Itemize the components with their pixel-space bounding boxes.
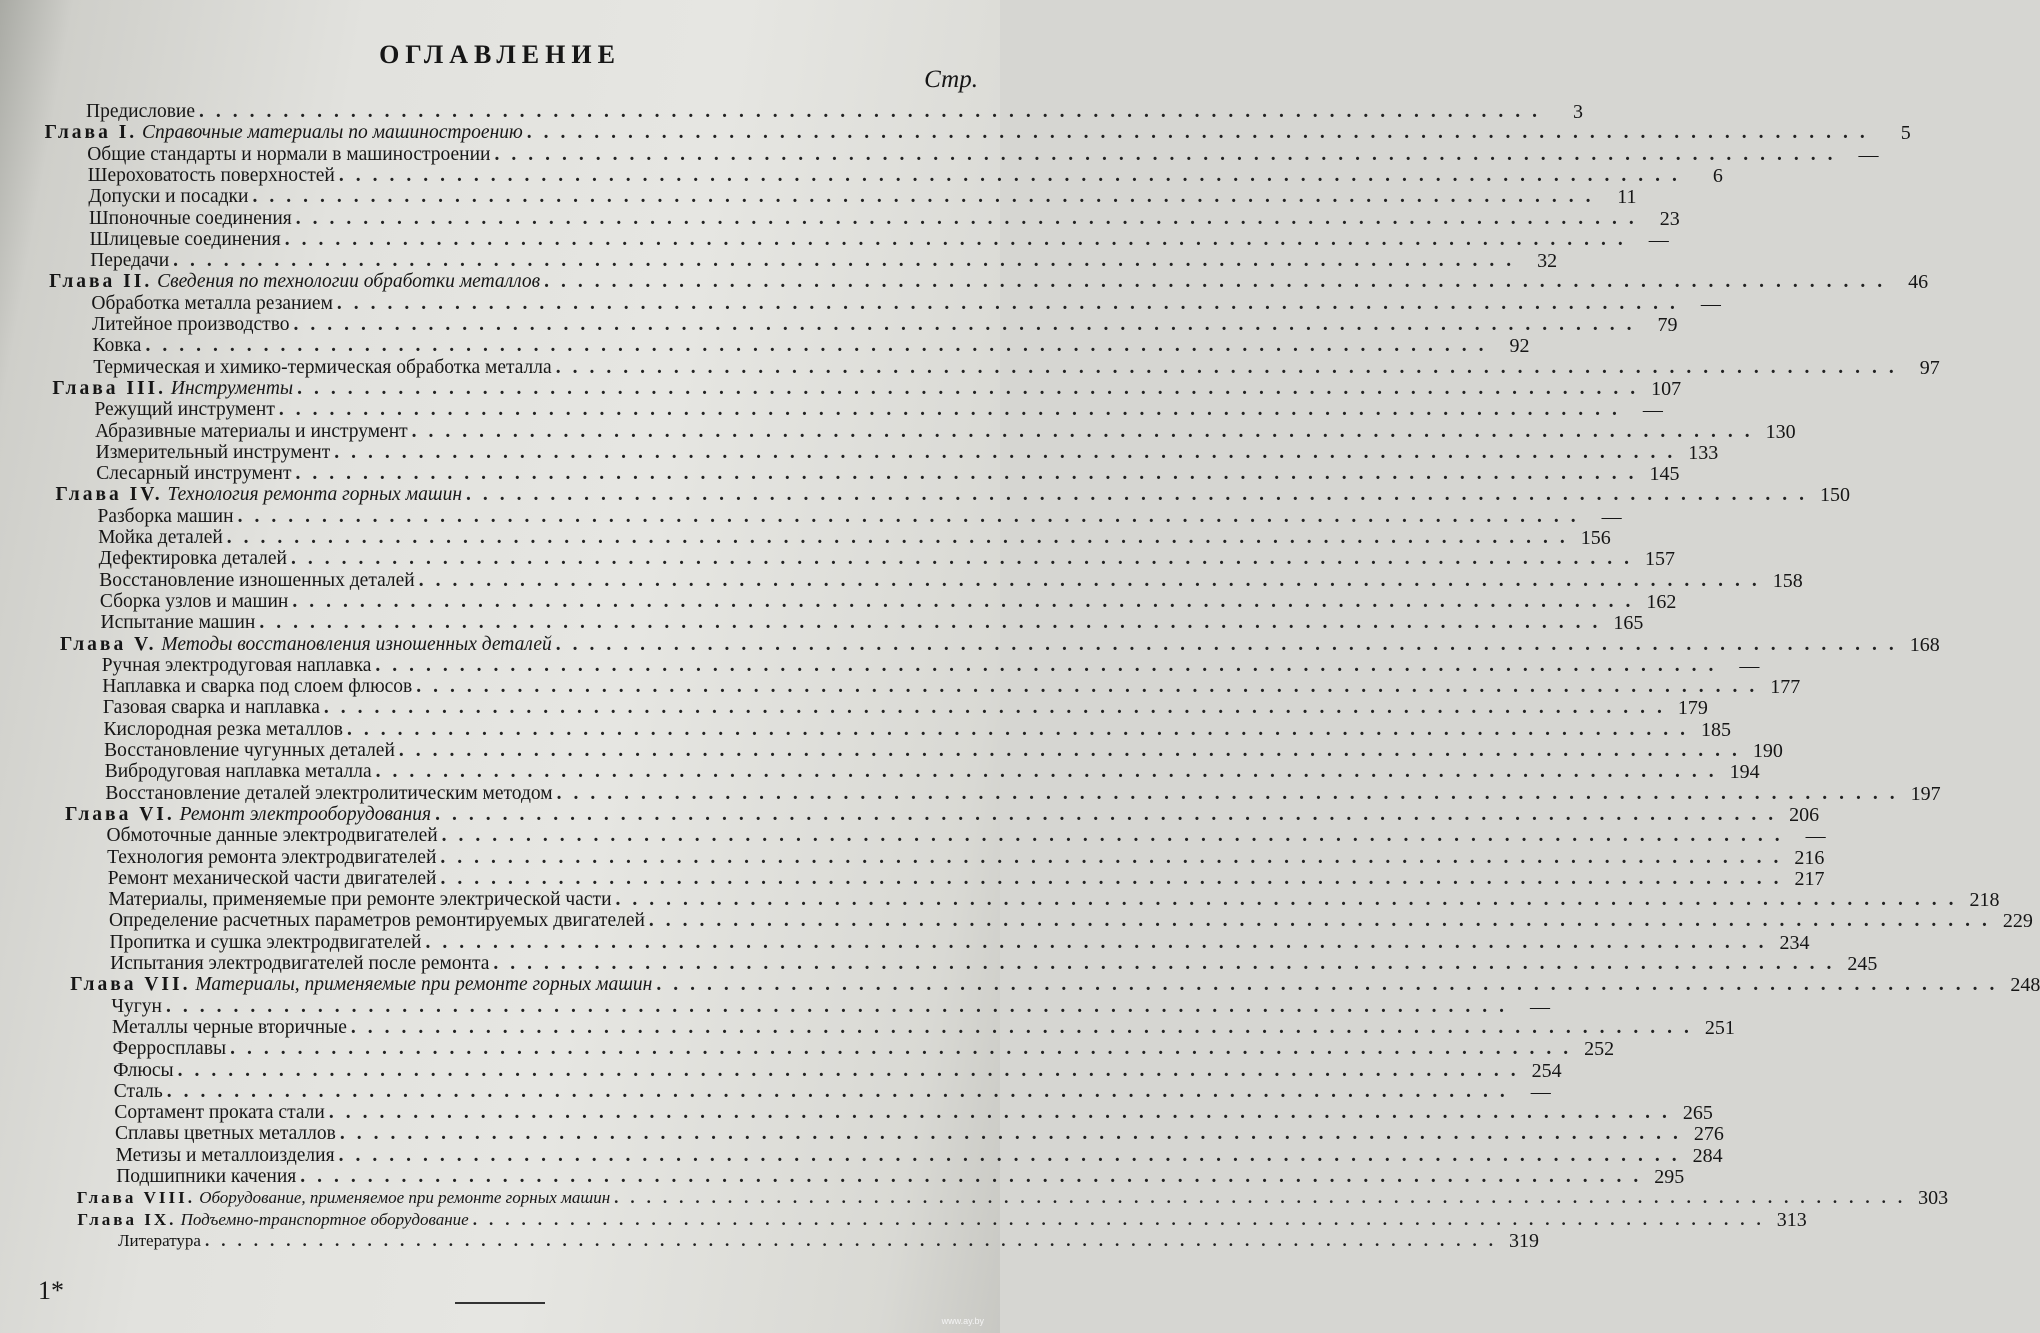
toc-entry-label: [96, 463, 291, 485]
toc-entry-label: [116, 1145, 335, 1167]
toc-entry-label: [77, 1187, 610, 1209]
toc-entry-label: [49, 271, 540, 293]
section-title: Сборка узлов и машин: [99, 590, 289, 612]
toc-entry-label: [114, 1081, 163, 1103]
chapter-title: Методы восстановления изношенных деталей: [161, 633, 552, 655]
section-title: Металлы черные вторичные: [111, 1016, 347, 1038]
dot-leader: ................................................................................: [328, 1102, 1679, 1124]
dot-leader: ................................................................................: [435, 803, 1786, 825]
section-title: Шероховатость поверхностей: [87, 164, 335, 186]
toc-section-row: [93, 356, 1940, 379]
toc-entry-label: [102, 676, 412, 698]
dot-leader: ................................................................................: [259, 612, 1610, 634]
toc-entry-label: [91, 293, 333, 315]
page-number: 107: [1651, 377, 1682, 400]
section-title: Восстановление чугунных деталей: [104, 740, 395, 761]
page-number: 185: [1700, 718, 1731, 741]
page-number: —: [1529, 995, 1550, 1018]
toc-entry-label: [115, 1123, 336, 1145]
page-number: —: [1739, 654, 1760, 677]
toc-entry-label: [113, 1060, 174, 1082]
page-column-heading: Стр.: [924, 66, 978, 93]
dot-leader: ................................................................................: [555, 356, 1906, 378]
toc-chapter-row: [60, 633, 1940, 656]
page-number: 168: [1909, 633, 1940, 656]
toc-chapter-row: [70, 974, 2040, 997]
page-number: 46: [1908, 271, 1929, 294]
page-number: 206: [1789, 803, 1820, 826]
section-title: Абразивные материалы и инструмент: [95, 420, 408, 442]
dot-leader: ................................................................................: [466, 484, 1817, 506]
section-title: Технология ремонта электродвигателей: [107, 846, 437, 868]
page-number: 92: [1509, 335, 1530, 358]
toc-entry-label: [56, 484, 462, 506]
section-title: Шлицевые соединения: [89, 228, 281, 250]
section-title: Сортамент проката стали: [114, 1102, 325, 1124]
page-number: 79: [1657, 314, 1678, 336]
toc-section-row: [110, 953, 1878, 975]
toc-section-row: [94, 399, 1663, 422]
section-title: Допуски и посадки: [88, 186, 249, 208]
dot-leader: ................................................................................: [252, 186, 1603, 208]
toc-entry-label: [109, 910, 645, 932]
dot-leader: ................................................................................: [544, 271, 1895, 293]
section-title: Материалы, применяемые при ремонте электрической части: [108, 889, 612, 911]
toc-entry-label: [93, 335, 142, 357]
chapter-number: Глава IV.: [55, 484, 163, 506]
section-title: Ковка: [92, 335, 142, 357]
section-title: Обмоточные данные электродвигателей: [106, 825, 438, 847]
toc-section-row: [98, 527, 1611, 549]
section-title: Общие стандарты и нормали в машиностроении: [87, 143, 491, 165]
page-number: 179: [1677, 697, 1708, 720]
section-title: Вибродуговая наплавка металла: [104, 761, 372, 783]
toc-entry-label: [113, 1038, 227, 1060]
chapter-title: Материалы, применяемые при ремонте горных машин: [195, 974, 653, 996]
toc-section-row: [113, 1080, 1551, 1103]
section-title: Шпоночные соединения: [89, 207, 292, 229]
toc-entry-label: [96, 442, 331, 464]
section-title: Литература: [118, 1230, 201, 1250]
page-number: 157: [1644, 548, 1675, 571]
chapter-title: Технология ремонта горных машин: [167, 484, 463, 506]
toc-section-row: [108, 910, 2033, 933]
section-title: Ферросплавы: [112, 1038, 227, 1060]
page-number: 156: [1580, 527, 1611, 549]
page-number: 254: [1531, 1059, 1562, 1082]
toc-section-row: [114, 1102, 1713, 1125]
toc-section-row: [98, 548, 1675, 571]
toc-entry-label: [108, 868, 437, 890]
toc-entry-label: [77, 1209, 468, 1231]
page-number: 130: [1765, 420, 1796, 443]
page-number: 313: [1776, 1208, 1807, 1231]
dot-leader: ................................................................................: [656, 974, 2007, 996]
toc-entry-label: [118, 1230, 201, 1252]
toc-section-row: [87, 164, 1723, 187]
toc-entry-label: [99, 570, 414, 592]
dot-leader: ................................................................................: [346, 718, 1697, 740]
toc-chapter-row: [76, 1187, 1949, 1210]
dot-leader: ................................................................................: [204, 1230, 1505, 1250]
toc-chapter-row: [49, 271, 1929, 294]
page-number: 162: [1646, 590, 1677, 613]
dot-leader: ................................................................................: [472, 1209, 1773, 1229]
page-number: —: [1601, 505, 1622, 528]
section-title: Предисловие: [86, 101, 196, 122]
dot-leader: ................................................................................: [323, 697, 1674, 719]
page-number: 319: [1508, 1229, 1539, 1252]
chapter-number: Глава II.: [49, 271, 153, 293]
page-number: 234: [1779, 931, 1810, 954]
toc-entry-label: [102, 655, 372, 677]
toc-section-row: [102, 697, 1708, 720]
toc-entry-label: [90, 250, 169, 272]
chapter-title: Сведения по технологии обработки металлов: [157, 271, 541, 293]
chapter-number: Глава IX.: [77, 1209, 177, 1229]
toc-entry-label: [52, 378, 293, 400]
toc-section-row: [99, 569, 1803, 592]
section-title: Восстановление деталей электролитическим методом: [105, 782, 553, 804]
dot-leader: ................................................................................: [336, 292, 1687, 314]
dot-leader: ................................................................................: [418, 569, 1769, 591]
toc-section-row: [87, 143, 1879, 166]
toc-section-row: [104, 740, 1783, 762]
toc-section-row: [88, 186, 1637, 209]
toc-entry-label: [108, 889, 611, 911]
dot-leader: ................................................................................: [440, 846, 1791, 868]
toc-section-row: [89, 207, 1680, 230]
page-number: 295: [1654, 1166, 1685, 1188]
toc-section-row: [101, 654, 1760, 677]
toc-entry-label: [60, 634, 552, 656]
page-number: 177: [1770, 676, 1801, 699]
toc-entry-label: [100, 612, 255, 634]
dot-leader: ................................................................................: [177, 1059, 1528, 1081]
toc-section-row: [95, 441, 1719, 464]
toc-entry-label: [89, 208, 292, 230]
section-title: Режущий инструмент: [94, 399, 275, 421]
dot-leader: ................................................................................: [648, 910, 1999, 932]
toc-section-row: [107, 846, 1825, 869]
dot-leader: ................................................................................: [165, 995, 1516, 1017]
dot-leader: ................................................................................: [290, 548, 1641, 570]
chapter-number: Глава V.: [60, 633, 157, 655]
toc-entry-label: [94, 399, 274, 421]
toc-entry-label: [110, 953, 489, 975]
dot-leader: ................................................................................: [441, 825, 1792, 847]
section-title: Мойка деталей: [98, 527, 223, 548]
page-number: 218: [1969, 889, 2000, 912]
dot-leader: ................................................................................: [284, 228, 1635, 250]
toc-chapter-row: [44, 122, 1911, 145]
toc-section-row: [116, 1166, 1685, 1188]
dot-leader: ................................................................................: [350, 1016, 1701, 1038]
page-number: 145: [1649, 463, 1680, 486]
section-title: Литейное производство: [92, 314, 290, 335]
page-number: 265: [1682, 1102, 1713, 1125]
page-number: 276: [1693, 1123, 1724, 1146]
section-title: Пропитка и сушка электродвигателей: [109, 931, 422, 953]
toc-chapter-row: [77, 1208, 1807, 1231]
section-title: Слесарный инструмент: [96, 463, 292, 485]
page-title: ОГЛАВЛЕНИЕ: [379, 40, 621, 69]
toc-section-row: [108, 889, 2000, 912]
toc-section-row: [113, 1059, 1562, 1082]
toc-entry-label: [105, 783, 552, 805]
dot-leader: ................................................................................: [334, 441, 1685, 463]
section-title: Передачи: [90, 250, 170, 272]
toc-entry-label: [99, 548, 287, 570]
section-title: Испытания электродвигателей после ремонта: [110, 953, 490, 974]
toc-section-row: [118, 1229, 1539, 1252]
page-number: 303: [1918, 1187, 1949, 1210]
toc-chapter-row: [52, 377, 1682, 400]
section-title: Сталь: [113, 1080, 163, 1102]
toc-section-row: [90, 250, 1558, 273]
dot-leader: ................................................................................: [398, 740, 1749, 761]
page-number: 251: [1704, 1016, 1735, 1039]
page-number: —: [1700, 292, 1721, 315]
section-title: Флюсы: [113, 1059, 174, 1081]
dot-leader: ................................................................................: [293, 314, 1644, 335]
dot-leader: ................................................................................: [300, 1166, 1651, 1187]
dot-leader: ................................................................................: [295, 207, 1646, 229]
dot-leader: ................................................................................: [493, 953, 1844, 974]
page-number: —: [1648, 228, 1669, 251]
page-number: —: [1805, 825, 1826, 848]
chapter-number: Глава VIII.: [76, 1188, 195, 1208]
toc-section-row: [111, 995, 1550, 1018]
toc-section-row: [95, 420, 1796, 443]
toc-section-row: [99, 590, 1677, 613]
sheet-signature: 1*: [38, 1276, 64, 1305]
dot-leader: ................................................................................: [237, 505, 1588, 527]
toc-entry-label: [104, 719, 343, 741]
section-title: Испытание машин: [100, 612, 256, 634]
chapter-number: Глава III.: [52, 377, 167, 399]
dot-leader: ................................................................................: [338, 164, 1689, 186]
dot-leader: ................................................................................: [230, 1038, 1581, 1060]
page-number: 3: [1573, 101, 1584, 123]
chapter-title: Оборудование, применяемое при ремонте горных машин: [199, 1188, 611, 1208]
toc-section-row: [100, 612, 1644, 635]
toc-section-row: [111, 1016, 1735, 1039]
toc-entry-label: [86, 101, 195, 123]
dot-leader: ................................................................................: [338, 1144, 1689, 1166]
dot-leader: ................................................................................: [226, 527, 1577, 548]
page-number: 32: [1537, 250, 1558, 273]
section-title: Газовая сварка и наплавка: [102, 697, 320, 719]
dot-leader: ................................................................................: [166, 1080, 1517, 1102]
toc-section-row: [97, 505, 1622, 528]
dot-leader: ................................................................................: [173, 250, 1524, 272]
toc-entry-label: [88, 165, 335, 187]
toc-entry-label: [110, 932, 422, 954]
toc-entry-label: [100, 591, 288, 613]
toc-section-row: [86, 101, 1584, 123]
page-number: 252: [1584, 1038, 1615, 1061]
page-number: —: [1530, 1080, 1551, 1103]
section-title: Ремонт механической части двигателей: [107, 867, 437, 889]
watermark: www.ay.by: [941, 1316, 984, 1326]
chapter-title: Инструменты: [170, 377, 294, 399]
page-number: 158: [1772, 569, 1803, 592]
toc-entry-label: [112, 1017, 347, 1039]
chapter-number: Глава VII.: [70, 974, 191, 996]
toc-entry-label: [70, 974, 652, 996]
chapter-title: Подъемно-транспортное оборудование: [180, 1209, 469, 1229]
toc-section-row: [106, 825, 1826, 848]
dot-leader: ................................................................................: [555, 633, 1906, 655]
page-number: 217: [1794, 867, 1825, 890]
toc-section-row: [91, 292, 1721, 315]
toc-entry-label: [88, 186, 248, 208]
section-title: Дефектировка деталей: [98, 548, 287, 570]
toc-section-row: [96, 463, 1680, 486]
toc-entry-label: [98, 527, 223, 549]
toc-section-row: [107, 867, 1825, 890]
dot-leader: ................................................................................: [614, 1188, 1915, 1208]
page-number: 6: [1712, 164, 1723, 187]
toc-chapter-row: [55, 484, 1851, 507]
toc-entry-label: [107, 847, 436, 869]
section-title: Измерительный инструмент: [95, 441, 331, 463]
page-number: 194: [1729, 761, 1760, 784]
toc-entry-label: [95, 421, 408, 443]
page-number: 216: [1794, 846, 1825, 869]
toc-entry-label: [92, 314, 290, 336]
page-number: 197: [1910, 782, 1941, 805]
section-title: Наплавка и сварка под слоем флюсов: [102, 676, 413, 698]
toc-entry-label: [114, 1102, 324, 1124]
dot-leader: ................................................................................: [199, 101, 1550, 122]
toc-section-row: [104, 761, 1760, 784]
chapter-title: Справочные материалы по машиностроению: [142, 122, 523, 144]
toc-section-row: [112, 1038, 1615, 1061]
page-number: 133: [1688, 441, 1719, 464]
page-number: 190: [1752, 740, 1783, 762]
dot-leader: ................................................................................: [615, 889, 1966, 911]
dot-leader: ................................................................................: [526, 122, 1877, 144]
section-title: Определение расчетных параметров ремонтируемых двигателей: [108, 910, 645, 932]
toc-entry-label: [87, 144, 490, 166]
toc-entry-label: [65, 804, 431, 826]
dot-leader: ................................................................................: [556, 782, 1907, 804]
page-number: 5: [1900, 122, 1911, 145]
toc-section-row: [103, 718, 1731, 741]
section-title: Подшипники качения: [116, 1166, 297, 1187]
page-number: 97: [1919, 356, 1940, 379]
dot-leader: ................................................................................: [494, 143, 1845, 165]
toc-chapter-row: [65, 803, 1820, 826]
dot-leader: ................................................................................: [295, 463, 1646, 485]
dot-leader: ................................................................................: [145, 335, 1496, 357]
toc-section-row: [89, 228, 1669, 251]
section-title: Разборка машин: [97, 505, 234, 527]
page-number: —: [1642, 399, 1663, 422]
dot-leader: ................................................................................: [297, 377, 1648, 399]
dot-leader: ................................................................................: [278, 399, 1629, 421]
section-title: Чугун: [111, 995, 162, 1017]
dot-leader: ................................................................................: [411, 420, 1762, 442]
section-title: Восстановление изношенных деталей: [99, 569, 415, 591]
page-number: 284: [1692, 1144, 1723, 1167]
bottom-rule: [455, 1302, 545, 1304]
section-title: Метизы и металлоизделия: [115, 1144, 335, 1166]
toc-entry-label: [45, 122, 523, 144]
toc-entry-label: [90, 229, 281, 251]
toc-entry-label: [111, 996, 162, 1018]
page-number: 150: [1820, 484, 1851, 507]
chapter-title: Ремонт электрооборудования: [179, 803, 432, 825]
toc-section-row: [102, 676, 1801, 699]
section-title: Ручная электродуговая наплавка: [101, 654, 372, 676]
section-title: Термическая и химико-термическая обработка металла: [93, 356, 552, 378]
page-number: 23: [1659, 207, 1680, 230]
toc-section-row: [115, 1144, 1723, 1167]
toc-entry-label: [105, 761, 372, 783]
toc-entry-label: [116, 1166, 296, 1188]
page-number: 248: [2010, 974, 2040, 997]
toc-entry-label: [104, 740, 395, 762]
toc-entry-label: [103, 697, 320, 719]
page-number: 165: [1613, 612, 1644, 635]
toc-section-row: [92, 335, 1530, 358]
toc-entry-label: [97, 506, 233, 528]
toc-entry-label: [107, 825, 438, 847]
page-number: —: [1858, 143, 1879, 166]
section-title: Сплавы цветных металлов: [114, 1123, 336, 1145]
dot-leader: ................................................................................: [425, 931, 1776, 953]
toc-section-row: [105, 782, 1941, 805]
toc-section-row: [109, 931, 1810, 954]
page-number: 11: [1617, 186, 1637, 209]
chapter-number: Глава VI.: [65, 803, 175, 825]
dot-leader: ................................................................................: [292, 590, 1643, 612]
section-title: Обработка металла резанием: [91, 292, 333, 314]
toc-section-row: [114, 1123, 1724, 1146]
toc-entry-label: [93, 357, 551, 379]
section-title: Кислородная резка металлов: [103, 718, 343, 740]
chapter-number: Глава I.: [44, 122, 138, 144]
page-number: 245: [1847, 953, 1878, 975]
dot-leader: ................................................................................: [375, 761, 1726, 783]
dot-leader: ................................................................................: [375, 654, 1726, 676]
toc-section-row: [92, 314, 1678, 336]
dot-leader: ................................................................................: [339, 1123, 1690, 1145]
dot-leader: ................................................................................: [416, 676, 1767, 698]
dot-leader: ................................................................................: [440, 867, 1791, 889]
page-number: 229: [2002, 910, 2033, 933]
